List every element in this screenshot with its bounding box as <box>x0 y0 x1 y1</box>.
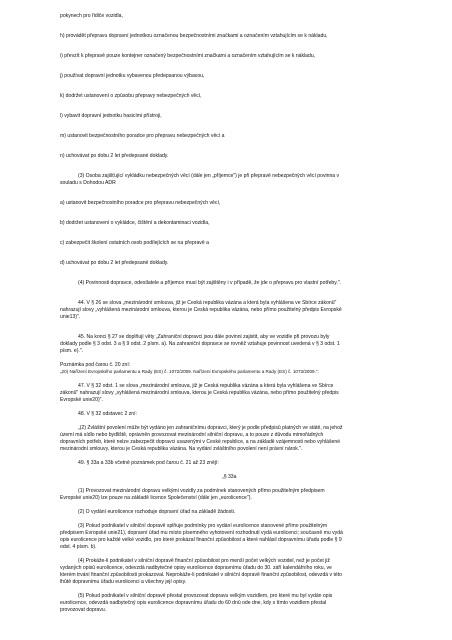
text-line: (4) Prokáže-li podnikatel v silniční dopravě finanční způsobilost pro menší počet velkých vozidel, než je počet již <box>78 558 330 564</box>
text-line: (1) Provozovat mezinárodní dopravu velkými vozidly za podmínek stanovených přímo použitelným předpisem <box>78 488 325 494</box>
text-line: dopravních potřeb, které nelze zabezpečit dopravci usazenými v České republice, a na základě vzájemnosti nebo vyhlášené <box>60 439 341 445</box>
text-line: m) ustanovit bezpečnostního poradce pro přepravu nebezpečných věcí a <box>60 133 225 139</box>
text-line: nahrazují slovy „vyhlášená mezinárodní smlouva, kterou je Česká republika vázána, nebo přímo použitelný předpis Evropské <box>60 307 342 313</box>
text-line: Evropské unie20)". <box>60 397 103 403</box>
text-line: provozovat dopravu. <box>60 607 107 613</box>
text-line: (3) Pokud podnikatel v silniční dopravě splňuje podmínky pro vydání eurolicence stanovené přímo použitelným <box>78 523 328 529</box>
text-line: eurolicence, odevzdá nadbytečný opis eurolicence dopravnímu úřadu do 60 dnů ode dne, kdy s tímto vozidlem přestal <box>60 600 327 606</box>
text-line: kterém trvání finanční způsobilosti prokazoval. Neprokáže-li podnikatel v silniční dopravě finanční způsobilost, odevzdá v této <box>60 572 343 578</box>
text-line: Poznámka pod čarou č. 20 zní: <box>60 362 131 368</box>
text-line: 45. Na konci § 27 se doplňují věty „Zahraniční dopravci jsou dále povinni zajistit, aby ve vozidle při provozu byly <box>78 334 330 340</box>
text-line: unie13)". <box>60 314 81 320</box>
text-line: (4) Povinnosti dopravce, odesílatele a příjemce musí být zajištěny i v případě, že jde o přepravu pro vlastní potřeby.". <box>78 280 342 286</box>
text-line: předpisem Evropské unie21), dopravní úřad mu místo písemného vyhotovení rozhodnutí vydá eurolicenci; současně mu vydá <box>60 530 343 536</box>
section-heading: „§ 33a <box>222 474 237 480</box>
text-line: (5) Pokud podnikatel v silniční dopravě přestal provozovat dopravu velkým vozidlem, pro které mu byl vydán opis <box>78 593 333 599</box>
text-line: k) dodržet ustanovení o způsobu přepravy nebezpečných věcí, <box>60 93 202 99</box>
text-line: opis eurolicence pro každé velké vozidlo, pro které prokázal finanční způsobilost a které nahlásil dopravnímu úřadu podle § 9 <box>60 537 342 543</box>
text-line: c) zabezpečit školení ostatních osob podílejících se na přepravě a <box>60 240 209 246</box>
text-line: zákonů" nahrazují slovy „vyhlášená mezinárodní smlouva, kterou je Česká republika vázána, nebo přímo použitelný předpis <box>60 390 339 396</box>
text-line: b) dodržet ustanovení o vykládce, čištění a dekontaminaci vozidla, <box>60 220 210 226</box>
text-line: i) převzít k přepravě pouze kontejner označený bezpečnostními značkami a označením vztahujícím se k nákladu, <box>60 53 316 59</box>
text-line: l) vybavit dopravní jednotku hasicími přístroji, <box>60 113 162 119</box>
footnote-line: „20) Nařízení Evropského parlamentu a Rady (ES) č. 1072/2009. Nařízení Evropského parlamentu a Rady (ES) č. 1073/2009.". <box>60 369 319 374</box>
text-line: (2) O vydání eurolicence rozhoduje dopravní úřad na základě žádosti. <box>78 509 236 515</box>
text-line: odst. 4 písm. b). <box>60 544 97 550</box>
text-line: souladu s Dohodou ADR <box>60 180 116 186</box>
text-line: d) uchovávat po dobu 2 let předepsané doklady. <box>60 260 169 266</box>
text-line: 49. § 33a a 33b včetně poznámek pod čarou č. 21 až 23 znějí: <box>78 460 219 466</box>
text-line: a) ustanovit bezpečnostního poradce pro přepravu nebezpečných věcí, <box>60 200 221 206</box>
text-line: mezinárodní smlouvy, kterou je Česká republika vázána. Na vydání zvláštního povolení není právní nárok.". <box>60 446 303 452</box>
text-line: 47. V § 32 odst. 1 se slova „mezinárodní smlouva, již je Česká republika vázána a která byla vyhlášena ve Sbírce <box>78 383 334 389</box>
text-line: doklady podle § 3 odst. 3 a § 9 odst. 2 písm. a). Na zahraniční dopravce se rovněž vztahuje povinnost uvedená v § 3 odst. 1 <box>60 341 340 347</box>
text-line: „(2) Zvláštní povolení může být vydáno jen zahraničnímu dopravci, který je podle předpisů platných ve státě, na jehož <box>78 425 343 431</box>
text-line: h) provádět přepravu dopravní jednotkou označenou bezpečnostními značkami a označením vztahujícím se k nákladu, <box>60 33 328 39</box>
text-line: 48. V § 32 odstavec 2 zní: <box>78 411 137 417</box>
text-line: Evropské unie20) lze pouze na základě licence Společenství (dále jen „eurolicence"). <box>60 495 252 501</box>
text-line: n) uchovávat po dobu 2 let předepsané doklady. <box>60 153 169 159</box>
text-line: písm. e).". <box>60 348 84 354</box>
text-line: vydaných opisů eurolicence, odevzdá nadbytečné opisy eurolicence dopravnímu úřadu do 30. září kalendářního roku, ve <box>60 565 332 571</box>
text-line: lhůtě dopravnímu úřadu eurolicenci a všechny její opisy. <box>60 579 187 585</box>
text-line: j) používat dopravní jednotku vybavenou předepsanou výbavou, <box>60 73 205 79</box>
text-line: pokynech pro řidiče vozidla, <box>60 13 123 19</box>
text-line: území má sídlo nebo bydliště, oprávněn provozovat mezinárodní silniční dopravu, a to pouze z důvodu mimořádných <box>60 432 324 438</box>
text-line: (3) Osoba zajišťující vykládku nebezpečných věcí (dále jen „příjemce") je při přepravě nebezpečných věcí povinna v <box>78 173 340 179</box>
text-line: 44. V § 26 se slova „mezinárodní smlouva, již je Česká republika vázána a která byla vyhlášena ve Sbírce zákonů" <box>78 300 337 306</box>
